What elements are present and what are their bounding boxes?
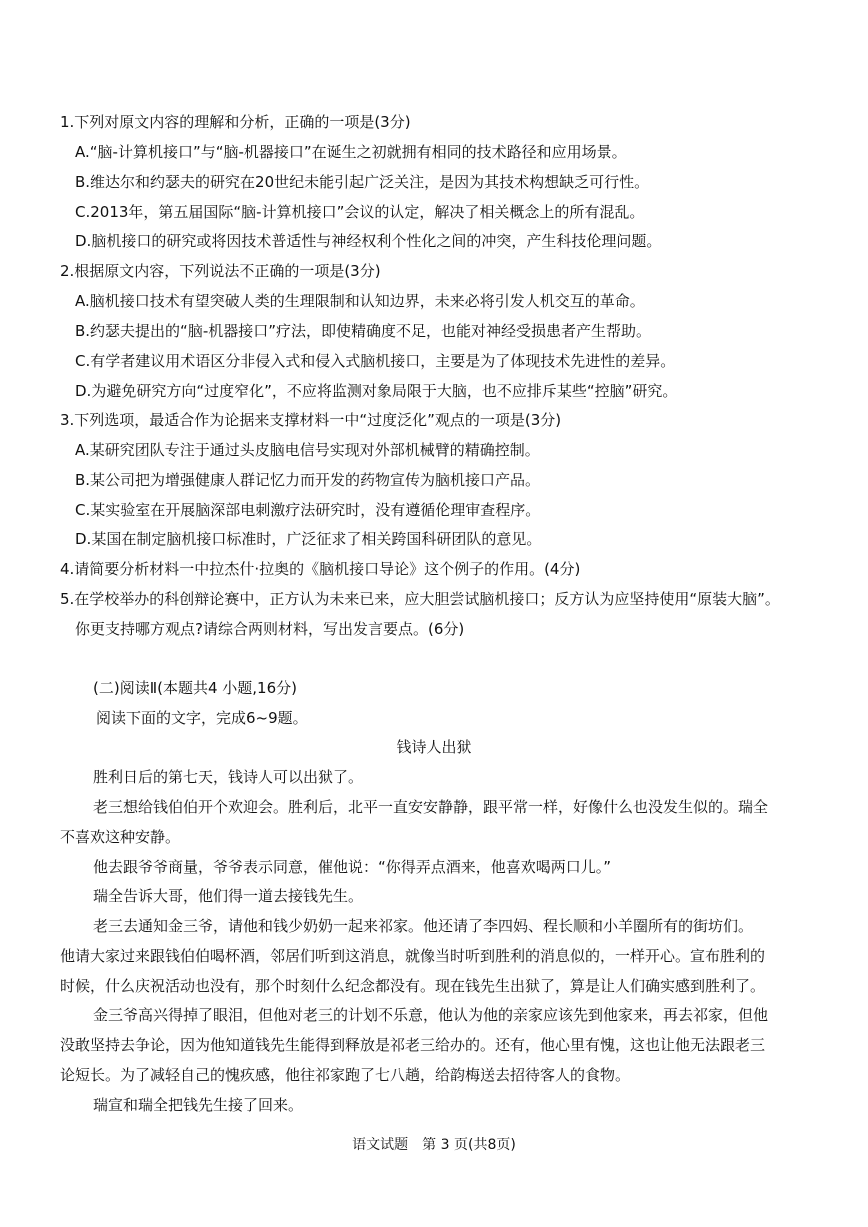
- article-line: 时候，什么庆祝活动也没有，那个时刻什么纪念都没有。现在钱先生出狱了，算是让人们确实感到胜利了。: [60, 977, 766, 995]
- article-line: 他请大家过来跟钱伯伯喝杯酒，邻居们听到这消息，就像当时听到胜利的消息似的，一样开心。宣布胜利的: [60, 947, 766, 965]
- article-line: 没敢坚持去争论，因为他知道钱先生能得到释放是祁老三给办的。还有，他心里有愧，这也让他无法跟老三: [60, 1036, 766, 1054]
- question-2-option-b: B.约瑟夫提出的“脑-机器接口”疗法，即使精确度不足，也能对神经受损患者产生帮助。: [75, 322, 652, 340]
- question-2-option-d: D.为避免研究方向“过度窄化”，不应将监测对象局限于大脑，也不应排斥某些“控脑”研究。: [75, 382, 678, 400]
- question-3-option-b: B.某公司把为增强健康人群记忆力而开发的药物宣传为脑机接口产品。: [75, 471, 541, 489]
- article-line: 瑞全告诉大哥，他们得一道去接钱先生。: [93, 887, 364, 905]
- question-1-option-d: D.脑机接口的研究或将因技术普适性与神经权利个性化之间的冲突，产生科技伦理问题。: [75, 232, 662, 250]
- article-line: 老三去通知金三爷，请他和钱少奶奶一起来祁家。他还请了李四妈、程长顺和小羊圈所有的街坊们。: [93, 917, 754, 935]
- article-title: 钱诗人出狱: [396, 738, 472, 756]
- question-3-stem: 3.下列选项，最适合作为论据来支撑材料一中“过度泛化”观点的一项是(3分): [60, 411, 562, 429]
- question-4-stem: 4.请简要分析材料一中拉杰什·拉奥的《脑机接口导论》这个例子的作用。(4分): [60, 560, 581, 578]
- question-3-option-a: A.某研究团队专注于通过头皮脑电信号实现对外部机械臂的精确控制。: [75, 441, 540, 459]
- question-2-option-a: A.脑机接口技术有望突破人类的生理限制和认知边界，未来必将引发人机交互的革命。: [75, 292, 645, 310]
- page-footer: 语文试题 第 3 页(共8页): [352, 1137, 516, 1153]
- question-2-option-c: C.有学者建议用术语区分非侵入式和侵入式脑机接口，主要是为了体现技术先进性的差异。: [75, 352, 676, 370]
- section-instruction: 阅读下面的文字，完成6~9题。: [96, 709, 308, 727]
- question-3-option-d: D.某国在制定脑机接口标准时，广泛征求了相关跨国科研团队的意见。: [75, 530, 542, 548]
- question-5-stem: 5.在学校举办的科创辩论赛中，正方认为未来已来，应大胆尝试脑机接口；反方认为应坚持使用“原装大脑”。: [60, 590, 780, 608]
- question-1-stem: 1.下列对原文内容的理解和分析，正确的一项是(3分): [60, 113, 411, 131]
- article-line: 他去跟爷爷商量，爷爷表示同意，催他说：“你得弄点酒来，他喜欢喝两口儿。”: [93, 858, 612, 876]
- question-2-stem: 2.根据原文内容，下列说法不正确的一项是(3分): [60, 262, 381, 280]
- section-heading: (二)阅读Ⅱ(本题共4 小题,16分): [93, 679, 297, 697]
- question-5-continuation: 你更支持哪方观点?请综合两则材料，写出发言要点。(6分): [75, 620, 465, 638]
- article-line: 胜利日后的第七天，钱诗人可以出狱了。: [93, 768, 364, 786]
- question-1-option-c: C.2013年，第五届国际“脑-计算机接口”会议的认定，解决了相关概念上的所有混乱。: [75, 203, 645, 221]
- question-1-option-b: B.维达尔和约瑟夫的研究在20世纪未能引起广泛关注，是因为其技术构想缺乏可行性。: [75, 173, 650, 191]
- article-line: 论短长。为了减轻自己的愧疚感，他往祁家跑了七八趟，给韵梅送去招待客人的食物。: [60, 1066, 631, 1084]
- article-line: 金三爷高兴得掉了眼泪，但他对老三的计划不乐意，他认为他的亲家应该先到他家来，再去祁家，但他: [93, 1006, 769, 1024]
- article-line: 不喜欢这种安静。: [60, 828, 181, 846]
- article-line: 老三想给钱伯伯开个欢迎会。胜利后，北平一直安安静静，跟平常一样，好像什么也没发生似的。瑞全: [93, 798, 769, 816]
- article-line: 瑞宣和瑞全把钱先生接了回来。: [93, 1096, 304, 1114]
- question-3-option-c: C.某实验室在开展脑深部电刺激疗法研究时，没有遵循伦理审查程序。: [75, 501, 541, 519]
- question-1-option-a: A.“脑-计算机接口”与“脑-机器接口”在诞生之初就拥有相同的技术路径和应用场景。: [75, 143, 627, 161]
